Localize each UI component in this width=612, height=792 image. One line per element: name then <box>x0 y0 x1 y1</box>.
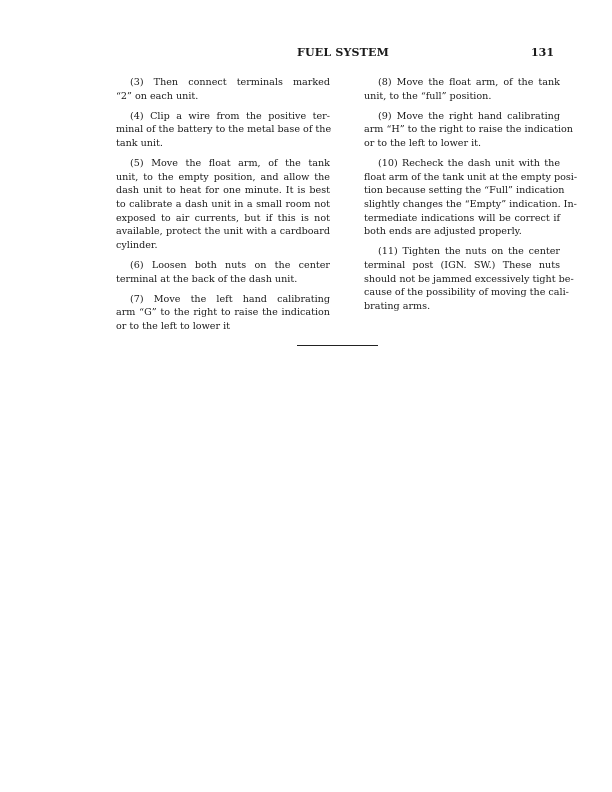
text-line: (8) Move the float arm, of the tank <box>378 77 560 88</box>
text-line: tion because setting the “Full” indication <box>364 185 565 197</box>
paragraph <box>116 110 330 151</box>
text-line: arm “G” to the right to raise the indication <box>116 307 330 319</box>
text-line: available, protect the unit with a cardboard <box>116 226 330 238</box>
running-header-title: FUEL SYSTEM <box>296 46 390 59</box>
paragraph <box>116 293 330 334</box>
text-line: or to the left to lower it. <box>364 137 482 149</box>
text-line: (5) Move the float arm, of the tank <box>130 158 330 170</box>
text-line: unit, to the “full” position. <box>364 90 492 102</box>
paragraph <box>364 157 578 239</box>
text-line: brating arms. <box>364 300 431 312</box>
text-line: should not be jammed excessively tight be- <box>364 273 574 285</box>
text-line: terminal post (IGN. SW.) These nuts <box>364 259 560 271</box>
text-line: tank unit. <box>116 137 163 149</box>
text-line: (11) Tighten the nuts on the center <box>378 246 560 258</box>
text-line: dash unit to heat for one minute. It is best <box>116 185 330 197</box>
text-line: (7) Move the left hand calibrating <box>130 293 330 305</box>
text-line: (4) Clip a wire from the positive ter- <box>130 110 330 122</box>
text-line: unit, to the empty position, and allow the <box>116 171 330 183</box>
text-line: to calibrate a dash unit in a small room not <box>116 198 330 210</box>
text-line: terminal at the back of the dash unit. <box>116 273 298 285</box>
text-line: or to the left to lower it <box>116 320 231 332</box>
right-column <box>364 76 578 320</box>
text-line: exposed to air currents, but if this is not <box>116 212 330 224</box>
section-end-rule <box>297 345 378 346</box>
text-line: slightly changes the “Empty” indication. In- <box>364 198 577 210</box>
text-line: (3) Then connect terminals marked <box>130 77 330 88</box>
paragraph <box>116 76 330 103</box>
paragraph <box>116 259 330 286</box>
paragraph <box>116 157 330 252</box>
text-line: minal of the battery to the metal base of the <box>116 124 332 136</box>
text-line: both ends are adjusted properly. <box>364 226 522 238</box>
text-line: cylinder. <box>116 239 158 251</box>
text-line: (6) Loosen both nuts on the center <box>130 259 330 271</box>
text-line: termediate indications will be correct if <box>364 212 560 224</box>
paragraph <box>364 76 560 103</box>
text-line: float arm of the tank unit at the empty posi- <box>364 171 578 183</box>
text-line: cause of the possibility of moving the cali- <box>364 287 569 299</box>
text-line: “2” on each unit. <box>116 90 199 102</box>
text-line: (9) Move the right hand calibrating <box>378 110 560 122</box>
paragraph <box>364 110 573 151</box>
paragraph <box>364 245 574 313</box>
page-number: 131 <box>531 46 554 59</box>
text-line: (10) Recheck the dash unit with the <box>378 158 560 170</box>
left-column <box>116 76 330 340</box>
text-line: arm “H” to the right to raise the indication <box>364 124 573 136</box>
